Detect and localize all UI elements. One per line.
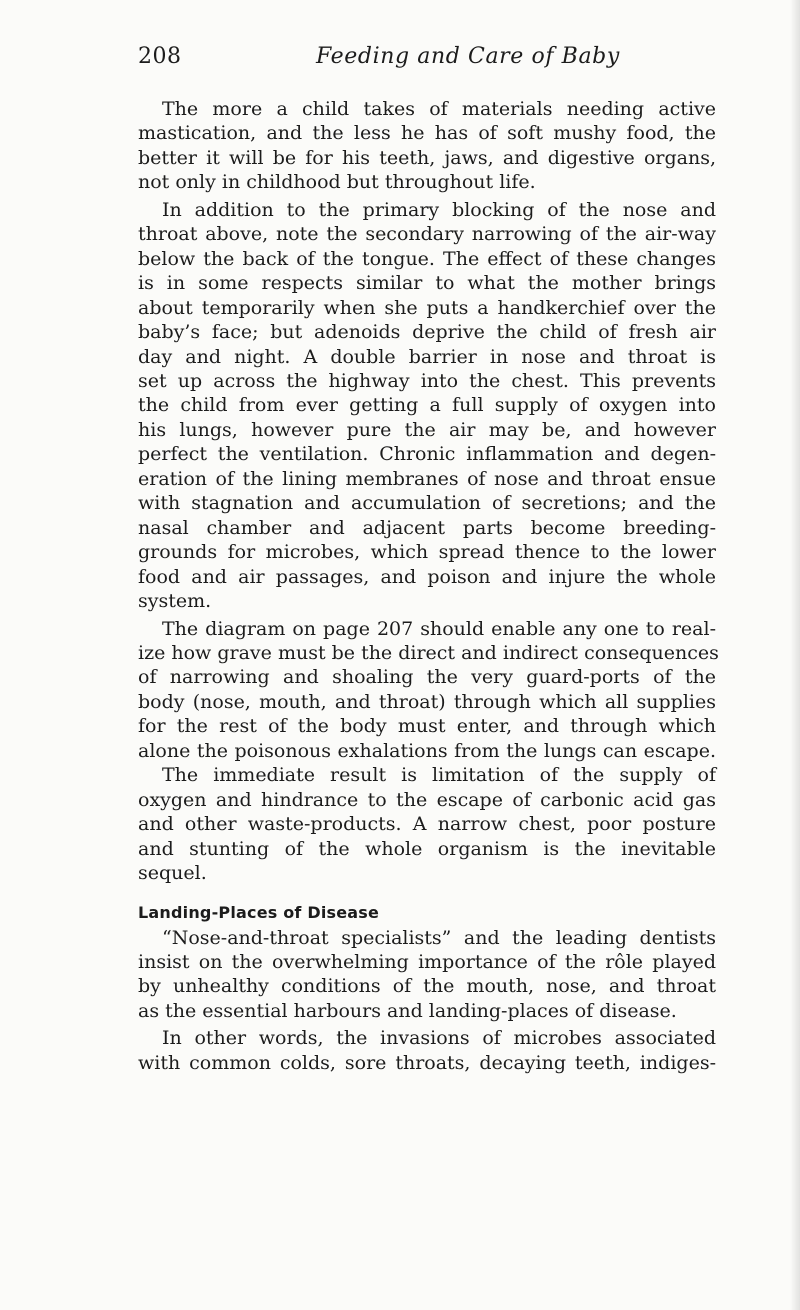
text-line: alone the poisonous exhalations from the lungs can escape. <box>138 739 716 762</box>
text-line: is in some respects similar to what the mother brings <box>138 272 716 295</box>
text-line: “Nose-and-throat specialists” and the leading dentists <box>162 926 716 949</box>
paragraph <box>138 1026 716 1075</box>
text-line: his lungs, however pure the air may be, and however <box>138 418 716 441</box>
text-line: nasal chamber and adjacent parts become breeding- <box>138 516 716 539</box>
text-line: system. <box>138 590 212 613</box>
text-line: for the rest of the body must enter, and through which <box>138 715 716 738</box>
text-line: as the essential harbours and landing-places of disease. <box>138 999 677 1022</box>
text-line: In other words, the invasions of microbes associated <box>162 1027 716 1050</box>
text-line: with stagnation and accumulation of secretions; and the <box>138 492 716 515</box>
text-line: of narrowing and shoaling the very guard-ports of the <box>138 666 716 689</box>
running-title: Feeding and Care of Baby <box>316 44 620 69</box>
text-line: by unhealthy conditions of the mouth, nose, and throat <box>138 975 716 998</box>
text-line: set up across the highway into the chest. This prevents <box>138 369 716 392</box>
text-line: baby’s face; but adenoids deprive the child of fresh air <box>138 321 716 344</box>
text-line: below the back of the tongue. The effect of these changes <box>138 247 716 270</box>
text-line: day and night. A double barrier in nose and throat is <box>138 345 716 368</box>
text-line: food and air passages, and poison and injure the whole <box>138 565 716 588</box>
page-number: 208 <box>138 44 182 69</box>
text-line: mastication, and the less he has of soft mushy food, the <box>138 122 716 145</box>
text-line: insist on the overwhelming importance of the rôle played <box>138 950 716 973</box>
section-heading: Landing-Places of Disease <box>138 902 380 922</box>
text-line: grounds for microbes, which spread thence to the lower <box>138 541 716 564</box>
text-line: In addition to the primary blocking of the nose and <box>162 198 716 221</box>
text-line: and other waste-products. A narrow chest, poor posture <box>138 813 716 836</box>
paragraph <box>138 97 716 195</box>
text-line: and stunting of the whole organism is the inevitable <box>138 837 716 860</box>
text-line: better it will be for his teeth, jaws, and digestive organs, <box>138 146 716 169</box>
text-line: ize how grave must be the direct and indirect consequences <box>138 641 719 664</box>
text-line: body (nose, mouth, and throat) through which all supplies <box>138 690 716 713</box>
paragraph <box>138 617 719 886</box>
page-edge-shadow <box>790 0 800 1310</box>
text-line: about temporarily when she puts a handkerchief over the <box>138 296 716 319</box>
text-line: The immediate result is limitation of the supply of <box>162 764 716 787</box>
text-line: not only in childhood but throughout life. <box>138 171 536 194</box>
text-line: the child from ever getting a full supply of oxygen into <box>138 394 716 417</box>
text-line: throat above, note the secondary narrowing of the air-way <box>138 223 716 246</box>
text-line: The more a child takes of materials needing active <box>162 98 716 120</box>
paragraph <box>138 926 716 1024</box>
text-line: eration of the lining membranes of nose and throat ensue <box>138 467 716 490</box>
text-line: oxygen and hindrance to the escape of carbonic acid gas <box>138 788 716 811</box>
text-line: sequel. <box>138 862 207 885</box>
body-text <box>138 97 719 1078</box>
paragraph <box>138 198 716 614</box>
text-line: The diagram on page 207 should enable any one to real- <box>162 617 716 640</box>
text-line: perfect the ventilation. Chronic inflammation and degen- <box>138 443 716 466</box>
page-header <box>138 44 698 78</box>
text-line: with common colds, sore throats, decaying teeth, indiges- <box>138 1051 716 1074</box>
